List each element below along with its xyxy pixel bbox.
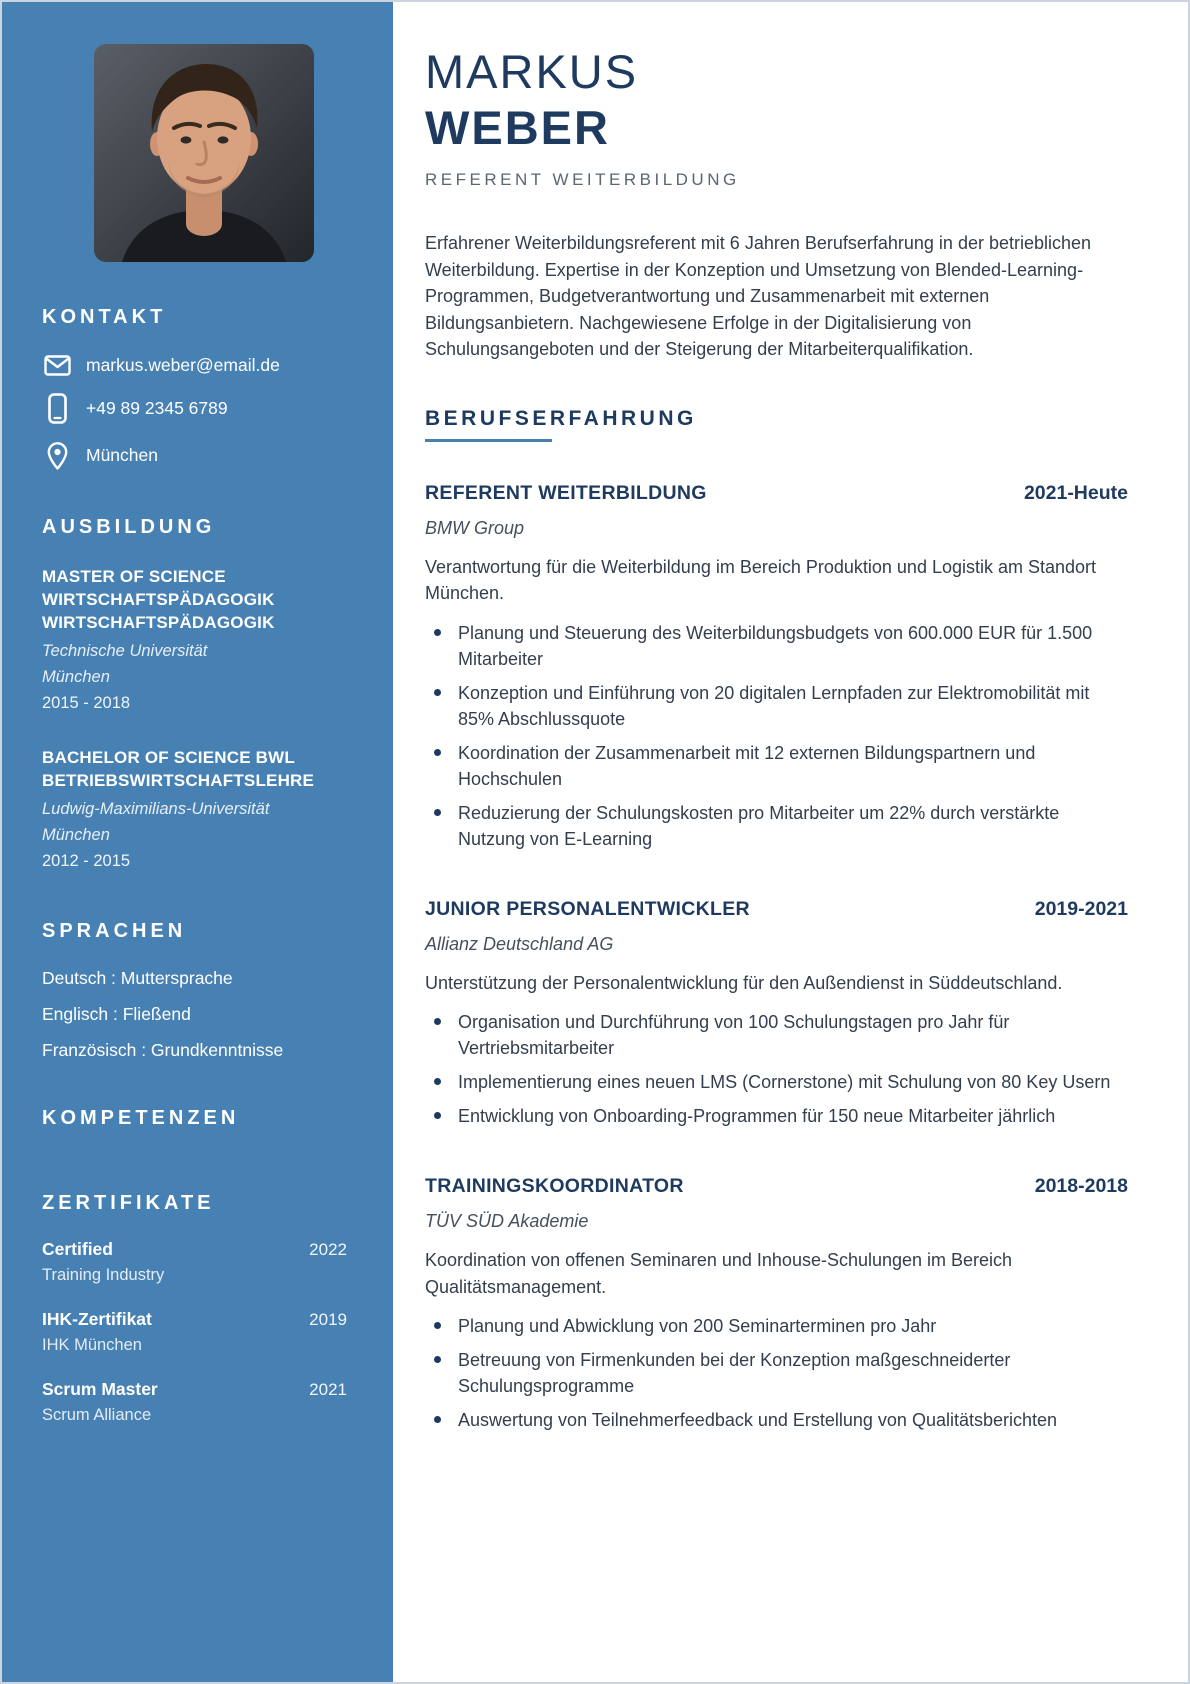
education-degree: MASTER OF SCIENCE WIRTSCHAFTSPÄDAGOGIK WIRTSCHAFTSPÄDAGOGIK <box>42 567 275 632</box>
summary-paragraph: Erfahrener Weiterbildungsreferent mit 6 Jahren Berufserfahrung in der betrieblichen Weiterbildung. Expertise in der Konzeption und Umsetzung von Blended-Learning-Programmen, Budgetverantwortung und Zusammenarbeit mit externen Bildungsanbietern. Nachgewiesene Erfolge in der Digitalisierung von Schulungsangeboten und der Steigerung der Mitarbeiterqualifikation. <box>425 233 1092 359</box>
job-title: REFERENT WEITERBILDUNG <box>425 481 707 504</box>
education-city: München <box>42 668 110 686</box>
job-bullet: Reduzierung der Schulungskosten pro Mitarbeiter um 22% durch verstärkte Nutzung von E-Learning <box>425 800 1128 852</box>
language-item: Französisch : Grundkenntnisse <box>42 1040 284 1060</box>
language-item: Deutsch : Muttersprache <box>42 968 233 988</box>
certificates-heading: ZERTIFIKATE <box>42 1192 215 1214</box>
certificate-name: Certified <box>42 1239 113 1259</box>
education-heading: AUSBILDUNG <box>42 516 216 538</box>
contact-location-text: München <box>86 445 158 465</box>
job-title: TRAININGSKOORDINATOR <box>425 1175 684 1197</box>
certificate-item <box>42 1309 365 1355</box>
smartphone-icon <box>42 393 72 424</box>
education-school: Technische Universität <box>42 642 208 660</box>
experience-heading-underline <box>425 439 552 442</box>
education-item <box>42 565 365 716</box>
job-bullet: Planung und Abwicklung von 200 Seminarterminen pro Jahr <box>425 1313 1128 1339</box>
education-school: Ludwig-Maximilians-Universität <box>42 800 270 818</box>
languages-list <box>42 965 365 1063</box>
profile-photo <box>94 44 314 262</box>
job-header-row <box>425 482 1128 505</box>
job-bullet: Auswertung von Teilnehmerfeedback und Erstellung von Qualitätsberichten <box>425 1407 1128 1433</box>
certificate-row <box>42 1239 347 1260</box>
job-company: BMW Group <box>425 517 525 538</box>
job-title: JUNIOR PERSONALENTWICKLER <box>425 897 750 920</box>
job-dates: 2021-Heute <box>1023 481 1128 504</box>
job-description: Verantwortung für die Weiterbildung im Bereich Produktion und Logistik am Standort München. <box>425 556 1097 603</box>
competencies-heading: KOMPETENZEN <box>42 1107 240 1129</box>
education-item <box>42 746 365 874</box>
portrait-illustration <box>94 44 314 262</box>
certificate-name: IHK-Zertifikat <box>42 1309 152 1329</box>
certificate-item <box>42 1379 365 1425</box>
job-company: TÜV SÜD Akademie <box>425 1211 589 1231</box>
certificate-row <box>42 1379 347 1400</box>
main-content <box>393 2 1188 1682</box>
education-years: 2015 - 2018 <box>42 694 131 712</box>
certificate-item <box>42 1239 365 1285</box>
certificate-issuer: Training Industry <box>42 1266 165 1284</box>
certificate-issuer: IHK München <box>42 1336 142 1354</box>
certificate-name: Scrum Master <box>42 1379 158 1399</box>
header-job-title: REFERENT WEITERBILDUNG <box>425 170 740 189</box>
contact-item-location <box>42 441 365 470</box>
contact-list <box>42 355 365 470</box>
last-name: WEBER <box>425 101 610 154</box>
education-years: 2012 - 2015 <box>42 852 131 870</box>
job-description: Koordination von offenen Seminaren und Inhouse-Schulungen im Bereich Qualitätsmanagement. <box>425 1250 1013 1297</box>
language-item: Englisch : Fließend <box>42 1004 191 1024</box>
job-header-row <box>425 898 1128 921</box>
job-bullet: Entwicklung von Onboarding-Programmen für 150 neue Mitarbeiter jährlich <box>425 1103 1128 1129</box>
contact-item-phone <box>42 393 365 424</box>
job-dates: 2018-2018 <box>1034 1175 1128 1197</box>
job-bullet: Planung und Steuerung des Weiterbildungsbudgets von 600.000 EUR für 1.500 Mitarbeiter <box>425 620 1128 672</box>
job-entry <box>425 1175 1128 1433</box>
contact-heading: KONTAKT <box>42 306 167 328</box>
contact-phone-text: +49 89 2345 6789 <box>86 398 228 418</box>
job-bullet-list <box>425 1009 1128 1129</box>
job-bullet: Koordination der Zusammenarbeit mit 12 externen Bildungspartnern und Hochschulen <box>425 740 1128 792</box>
envelope-icon <box>42 355 72 376</box>
job-entry <box>425 898 1128 1130</box>
first-name: MARKUS <box>425 45 639 98</box>
location-pin-icon <box>42 441 72 470</box>
job-entry <box>425 482 1128 852</box>
job-description: Unterstützung der Personalentwicklung für den Außendienst in Süddeutschland. <box>425 972 1063 993</box>
sidebar <box>2 2 393 1682</box>
certificate-year: 2022 <box>309 1240 347 1259</box>
contact-item-email <box>42 355 365 376</box>
job-bullet: Konzeption und Einführung von 20 digitalen Lernpfaden zur Elektromobilität mit 85% Abschlussquote <box>425 680 1128 732</box>
job-bullet-list <box>425 620 1128 852</box>
certificate-year: 2019 <box>309 1310 347 1329</box>
certificate-issuer: Scrum Alliance <box>42 1406 152 1424</box>
job-bullet: Organisation und Durchführung von 100 Schulungstagen pro Jahr für Vertriebsmitarbeiter <box>425 1009 1128 1061</box>
languages-heading: SPRACHEN <box>42 920 187 942</box>
certificate-year: 2021 <box>309 1380 347 1399</box>
education-city: München <box>42 826 110 844</box>
job-header-row <box>425 1175 1128 1198</box>
job-bullet: Implementierung eines neuen LMS (Cornerstone) mit Schulung von 80 Key Usern <box>425 1069 1128 1095</box>
certificate-row <box>42 1309 347 1330</box>
job-bullet-list <box>425 1313 1128 1433</box>
education-degree: BACHELOR OF SCIENCE BWL BETRIEBSWIRTSCHAFTSLEHRE <box>42 748 315 790</box>
job-company: Allianz Deutschland AG <box>425 933 614 954</box>
experience-heading: BERUFSERFAHRUNG <box>425 406 697 430</box>
job-bullet: Betreuung von Firmenkunden bei der Konzeption maßgeschneiderter Schulungsprogramme <box>425 1347 1128 1399</box>
job-dates: 2019-2021 <box>1034 897 1128 920</box>
contact-email-text: markus.weber@email.de <box>86 355 280 375</box>
